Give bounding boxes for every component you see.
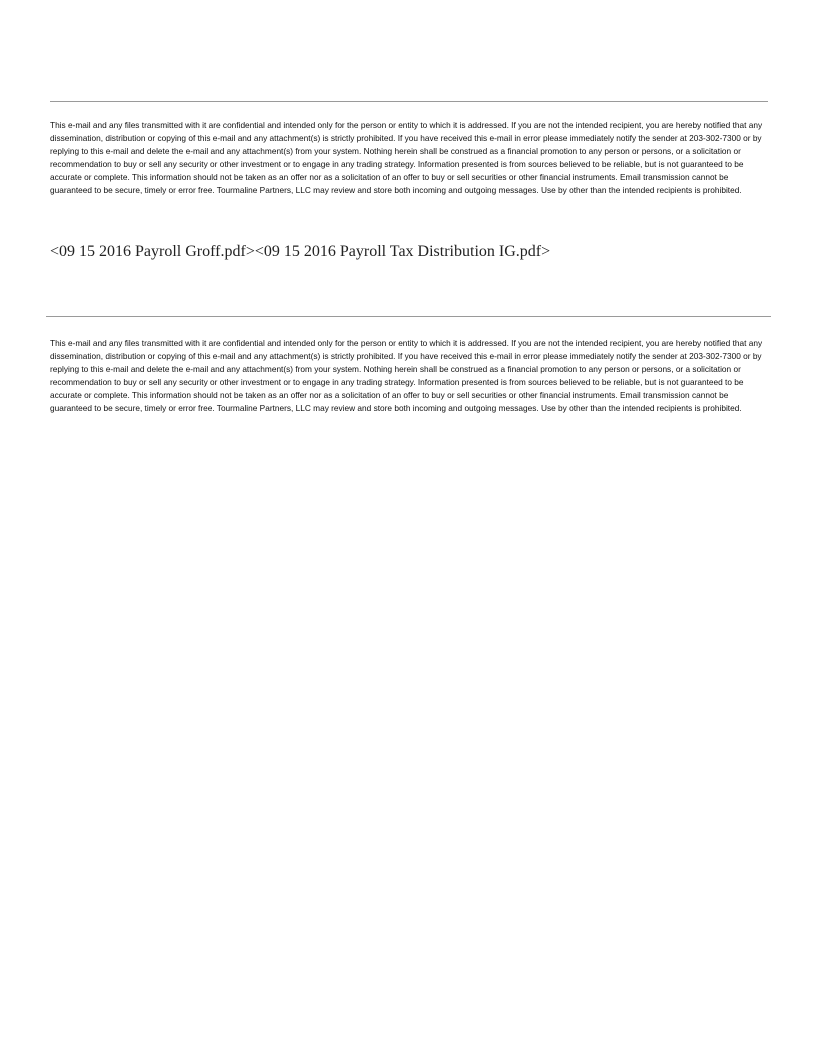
attachment-payroll-groff[interactable]: <09 15 2016 Payroll Groff.pdf> <box>50 243 255 260</box>
confidentiality-disclaimer: This e-mail and any files transmitted with it are confidential and intended only for the person or entity to which it is addressed. If you are not the intended recipient, you are hereby notified that any dissemination, distribution or copying of this e-mail and any attachment(s) is strictly prohibited. If you have received this e-mail in error please immediately notify the sender at 203-302-7300 or by replying to this e-mail and delete the e-mail and any attachment(s) from your system. Nothing herein shall be construed as a financial promotion to any person or persons, or a solicitation or recommendation to buy or sell any security or other investment or to engage in any trading strategy. Information presented is from sources believed to be reliable, but is not guaranteed to be accurate or complete. This information should not be taken as an offer nor as a solicitation of an offer to buy or sell securities or other financial instruments. Email transmission cannot be guaranteed to be secure, timely or error free. Tourmaline Partners, LLC may review and store both incoming and outgoing messages. Use by other than the intended recipients is prohibited. <box>50 120 763 195</box>
separator-rule-top <box>50 101 768 102</box>
confidentiality-disclaimer-repeat: This e-mail and any files transmitted with it are confidential and intended only for the person or entity to which it is addressed. If you are not the intended recipient, you are hereby notified that any dissemination, distribution or copying of this e-mail and any attachment(s) is strictly prohibited. If you have received this e-mail in error please immediately notify the sender at 203-302-7300 or by replying to this e-mail and delete the e-mail and any attachment(s) from your system. Nothing herein shall be construed as a financial promotion to any person or persons, or a solicitation or recommendation to buy or sell any security or other investment or to engage in any trading strategy. Information presented is from sources believed to be reliable, but is not guaranteed to be accurate or complete. This information should not be taken as an offer nor as a solicitation of an offer to buy or sell securities or other financial instruments. Email transmission cannot be guaranteed to be secure, timely or error free. Tourmaline Partners, LLC may review and store both incoming and outgoing messages. Use by other than the intended recipients is prohibited. <box>50 338 763 413</box>
attachment-payroll-tax-distribution[interactable]: <09 15 2016 Payroll Tax Distribution IG.pdf> <box>254 243 551 260</box>
attachment-list <box>50 241 550 263</box>
separator-rule-bottom <box>46 316 771 317</box>
